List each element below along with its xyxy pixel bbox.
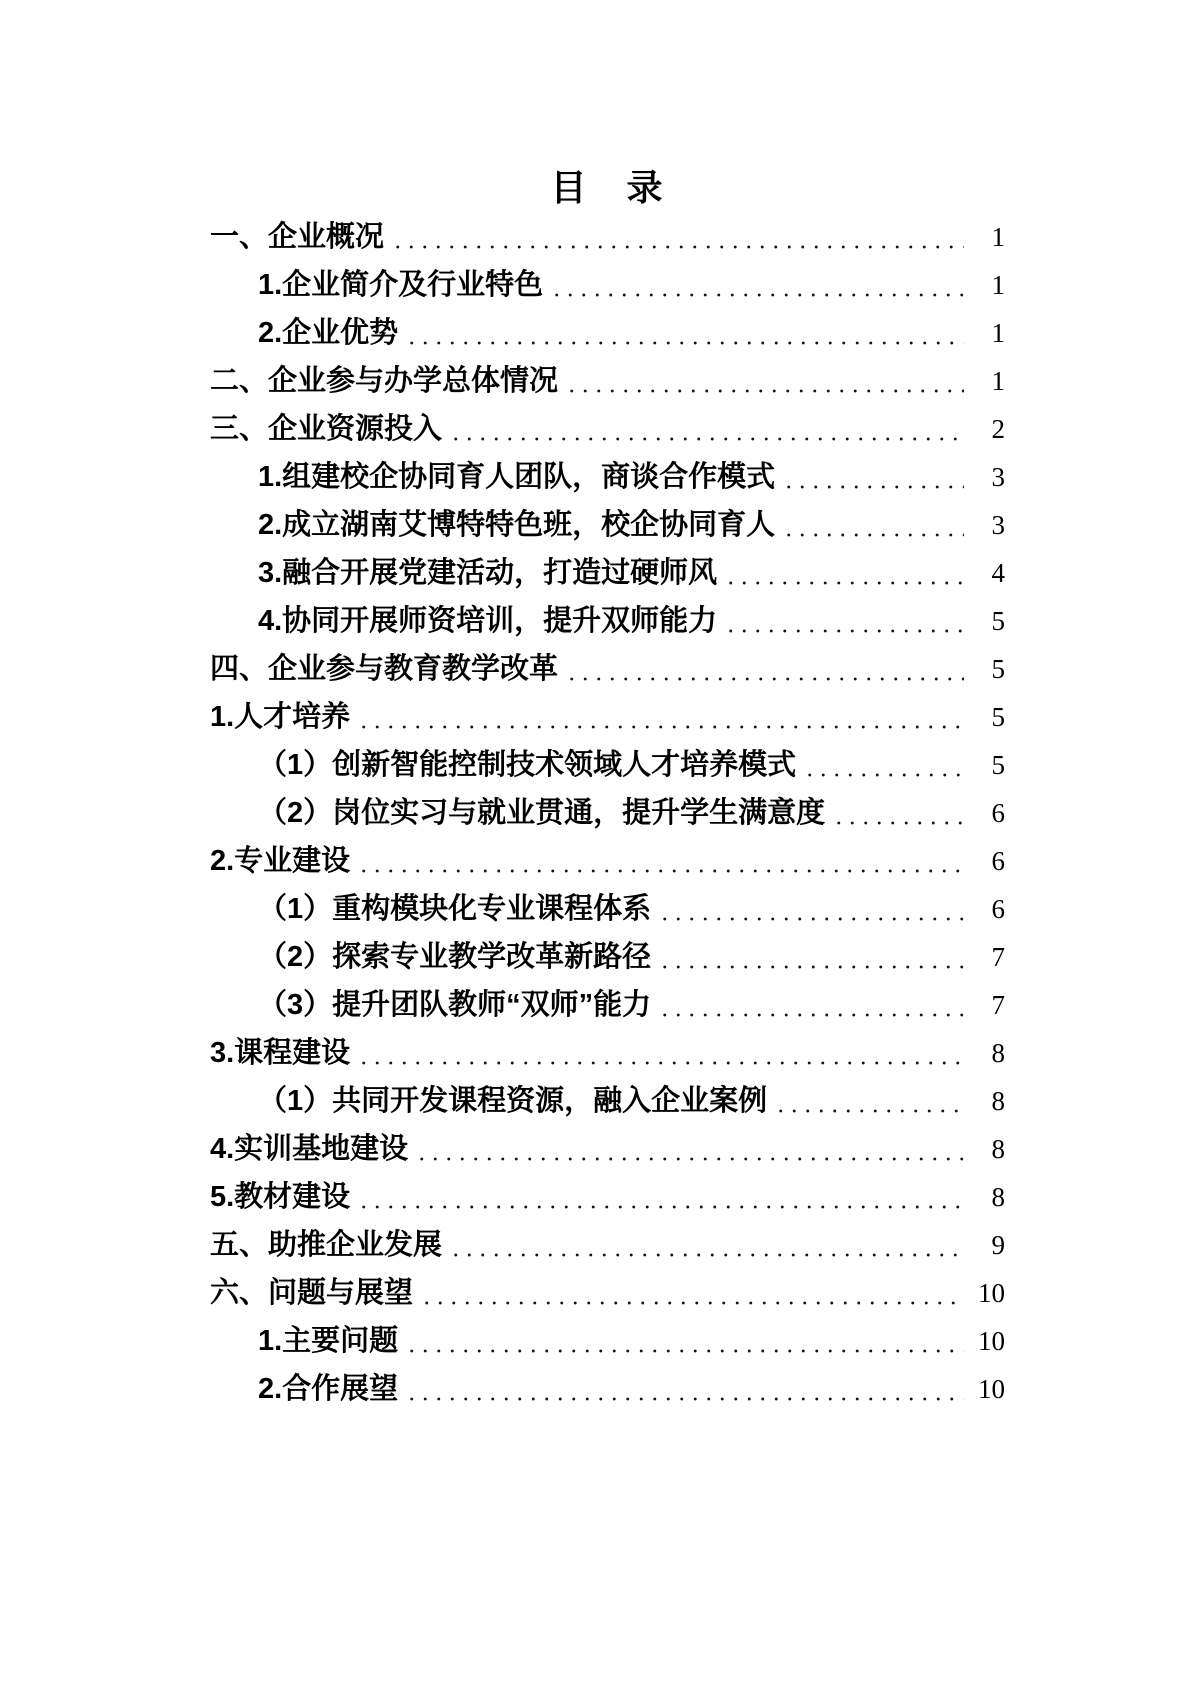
toc-entry-label: 六、问题与展望 xyxy=(210,1277,414,1309)
toc-page-number: 5 xyxy=(991,750,1005,780)
toc-entry[interactable] xyxy=(210,933,1005,981)
toc-entry-label: 二、企业参与办学总体情况 xyxy=(210,365,559,397)
toc-entry-label: 1.组建校企协同育人团队，商谈合作模式 xyxy=(258,461,776,493)
dot-leader xyxy=(403,1317,964,1365)
toc-entry[interactable] xyxy=(210,885,1005,933)
dot-leader xyxy=(772,1077,964,1125)
toc-entry[interactable] xyxy=(210,1173,1005,1221)
toc-entry[interactable] xyxy=(210,741,1005,789)
dot-leader xyxy=(389,213,964,261)
toc-page-number: 4 xyxy=(991,558,1005,588)
toc-entry[interactable] xyxy=(210,693,1005,741)
toc-page-number: 5 xyxy=(991,606,1005,636)
toc-content xyxy=(210,0,1005,1413)
toc-entry[interactable] xyxy=(210,549,1005,597)
toc-page-number: 7 xyxy=(991,990,1005,1020)
toc-entry[interactable] xyxy=(210,837,1005,885)
dot-leader xyxy=(656,933,964,981)
toc-entry-label: （1）重构模块化专业课程体系 xyxy=(258,893,652,925)
toc-page-number: 1 xyxy=(991,366,1005,396)
dot-leader xyxy=(447,1221,964,1269)
toc-entry-label: 三、企业资源投入 xyxy=(210,413,443,445)
toc-entry-label: 4.协同开展师资培训，提升双师能力 xyxy=(258,605,718,637)
toc-entry-label: 四、企业参与教育教学改革 xyxy=(210,653,559,685)
toc-entry[interactable] xyxy=(210,357,1005,405)
toc-page-number: 10 xyxy=(978,1326,1005,1356)
toc-entry-label: 一、企业概况 xyxy=(210,221,385,253)
toc-entry-label: 4.实训基地建设 xyxy=(210,1133,409,1165)
toc-entry[interactable] xyxy=(210,1029,1005,1077)
toc-page-number: 8 xyxy=(991,1182,1005,1212)
toc-entry-label: （2）探索专业教学改革新路径 xyxy=(258,941,652,973)
toc-entry-label: 2.合作展望 xyxy=(258,1373,399,1405)
toc-entry-label: （2）岗位实习与就业贯通，提升学生满意度 xyxy=(258,797,826,829)
toc-entry[interactable] xyxy=(210,645,1005,693)
toc-entry-label: 1.人才培养 xyxy=(210,701,351,733)
dot-leader xyxy=(656,885,964,933)
toc-page-number: 9 xyxy=(991,1230,1005,1260)
toc-entry-label: （1）创新智能控制技术领域人才培养模式 xyxy=(258,749,797,781)
toc-page-number: 8 xyxy=(991,1086,1005,1116)
dot-leader xyxy=(780,501,964,549)
toc-entry-label: 2.成立湖南艾博特特色班，校企协同育人 xyxy=(258,509,776,541)
toc-page-number: 3 xyxy=(991,462,1005,492)
dot-leader xyxy=(355,837,964,885)
dot-leader xyxy=(563,645,964,693)
toc-list xyxy=(210,213,1005,1413)
dot-leader xyxy=(418,1269,964,1317)
toc-entry-label: 2.专业建设 xyxy=(210,845,351,877)
toc-page-number: 7 xyxy=(991,942,1005,972)
toc-entry-label: 5.教材建设 xyxy=(210,1181,351,1213)
toc-entry[interactable] xyxy=(210,501,1005,549)
toc-page-number: 8 xyxy=(991,1038,1005,1068)
dot-leader xyxy=(403,309,964,357)
toc-entry[interactable] xyxy=(210,981,1005,1029)
dot-leader xyxy=(780,453,964,501)
toc-entry[interactable] xyxy=(210,789,1005,837)
toc-entry[interactable] xyxy=(210,309,1005,357)
toc-entry-label: （3）提升团队教师“双师”能力 xyxy=(258,989,652,1021)
toc-entry-label: 3.融合开展党建活动，打造过硬师风 xyxy=(258,557,718,589)
dot-leader xyxy=(656,981,964,1029)
toc-page-number: 1 xyxy=(991,318,1005,348)
toc-page-number: 1 xyxy=(991,270,1005,300)
dot-leader xyxy=(722,597,964,645)
dot-leader xyxy=(722,549,964,597)
dot-leader xyxy=(355,693,964,741)
toc-entry[interactable] xyxy=(210,453,1005,501)
toc-entry[interactable] xyxy=(210,213,1005,261)
toc-entry[interactable] xyxy=(210,1221,1005,1269)
toc-entry-label: 2.企业优势 xyxy=(258,317,399,349)
dot-leader xyxy=(548,261,964,309)
toc-title: 目 录 xyxy=(550,167,665,208)
toc-page-number: 5 xyxy=(991,702,1005,732)
toc-page-number: 6 xyxy=(991,798,1005,828)
toc-entry[interactable] xyxy=(210,1269,1005,1317)
toc-entry[interactable] xyxy=(210,597,1005,645)
toc-entry[interactable] xyxy=(210,405,1005,453)
toc-entry-label: （1）共同开发课程资源，融入企业案例 xyxy=(258,1085,768,1117)
toc-entry[interactable] xyxy=(210,261,1005,309)
toc-entry-label: 1.企业简介及行业特色 xyxy=(258,269,544,301)
dot-leader xyxy=(447,405,964,453)
dot-leader xyxy=(355,1173,964,1221)
toc-entry[interactable] xyxy=(210,1077,1005,1125)
toc-entry-label: 1.主要问题 xyxy=(258,1325,399,1357)
toc-page-number: 6 xyxy=(991,894,1005,924)
toc-page-number: 6 xyxy=(991,846,1005,876)
dot-leader xyxy=(563,357,964,405)
dot-leader xyxy=(413,1125,964,1173)
toc-page-number: 5 xyxy=(991,654,1005,684)
toc-entry-label: 五、助推企业发展 xyxy=(210,1229,443,1261)
toc-entry-label: 3.课程建设 xyxy=(210,1037,351,1069)
dot-leader xyxy=(801,741,964,789)
toc-page-number: 10 xyxy=(978,1374,1005,1404)
toc-page-number: 1 xyxy=(991,222,1005,252)
toc-page-number: 3 xyxy=(991,510,1005,540)
toc-page-number: 10 xyxy=(978,1278,1005,1308)
toc-entry[interactable] xyxy=(210,1125,1005,1173)
dot-leader xyxy=(830,789,964,837)
toc-entry[interactable] xyxy=(210,1365,1005,1413)
dot-leader xyxy=(403,1365,964,1413)
toc-page-number: 2 xyxy=(991,414,1005,444)
toc-entry[interactable] xyxy=(210,1317,1005,1365)
dot-leader xyxy=(355,1029,964,1077)
toc-page-number: 8 xyxy=(991,1134,1005,1164)
